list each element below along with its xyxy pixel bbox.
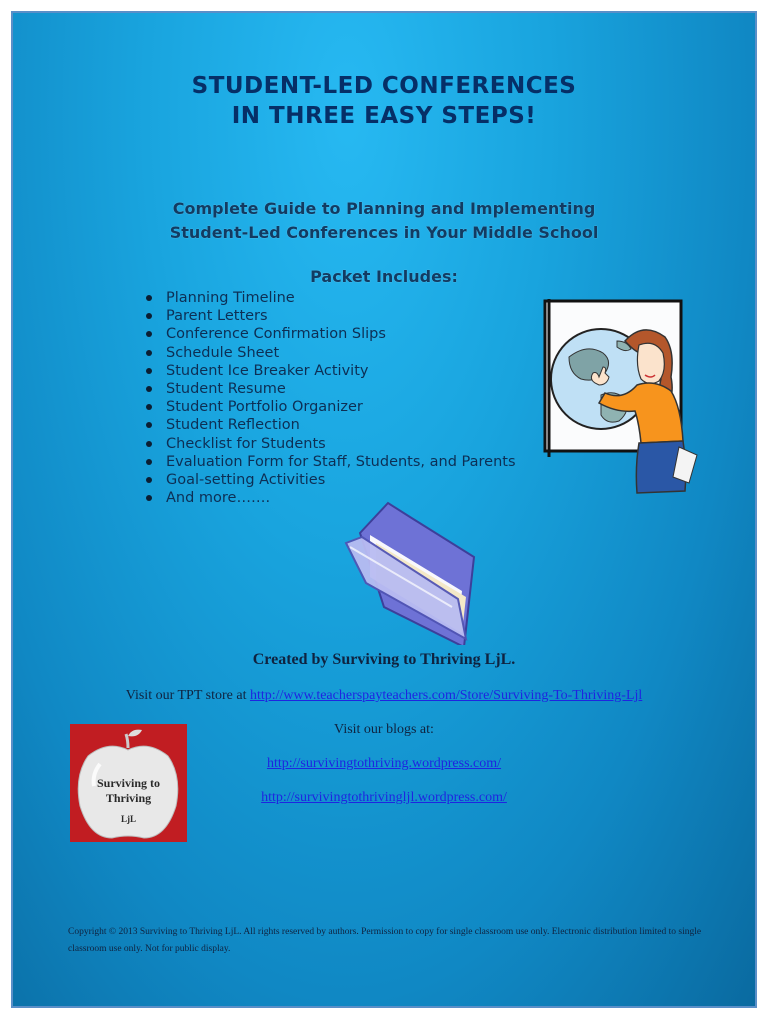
tpt-store-line <box>13 688 755 704</box>
blog-link-1[interactable]: http://survivingtothriving.wordpress.com/ <box>266 756 502 771</box>
logo-line-3: LjL <box>120 814 136 824</box>
packet-heading: Packet Includes: <box>310 267 458 286</box>
document-page <box>11 11 757 1008</box>
tpt-store-link[interactable]: http://www.teacherspayteachers.com/Store/Surviving-To-Thriving-Ljl <box>249 688 643 703</box>
list-item: Evaluation Form for Staff, Students, and Parents <box>143 453 516 471</box>
list-item: Student Resume <box>143 380 516 398</box>
list-item: Checklist for Students <box>143 435 516 453</box>
logo-line-1: Surviving to <box>96 776 160 790</box>
list-item: Goal-setting Activities <box>143 471 516 489</box>
subtitle <box>13 197 755 245</box>
created-by: Created by Surviving to Thriving LjL. <box>252 651 516 668</box>
title-line-2: IN THREE EASY STEPS! <box>231 103 537 129</box>
list-item: Student Ice Breaker Activity <box>143 362 516 380</box>
teacher-globe-icon <box>541 297 701 497</box>
list-item: And more……. <box>143 489 516 507</box>
copyright-notice: Copyright © 2013 Surviving to Thriving LjL. All rights reserved by authors. Permission to copy for single classroom use only. Electronic distribution limited to single classroom use only. Not for public display. <box>68 927 702 954</box>
title-line-1: STUDENT-LED CONFERENCES <box>191 73 577 99</box>
list-item: Parent Letters <box>143 307 516 325</box>
list-item: Planning Timeline <box>143 289 516 307</box>
subtitle-line-2: Student-Led Conferences in Your Middle School <box>169 223 599 242</box>
logo-line-2: Thriving <box>105 791 152 805</box>
page-title <box>13 71 755 131</box>
list-item: Schedule Sheet <box>143 344 516 362</box>
blogs-label: Visit our blogs at: <box>334 722 434 737</box>
tpt-prefix: Visit our TPT store at <box>125 688 250 703</box>
subtitle-line-1: Complete Guide to Planning and Implementing <box>172 199 596 218</box>
folder-icon <box>340 495 500 645</box>
packet-list <box>143 289 516 507</box>
blog-link-2[interactable]: http://survivingtothrivingljl.wordpress.com/ <box>261 790 507 805</box>
list-item: Student Portfolio Organizer <box>143 398 516 416</box>
list-item: Student Reflection <box>143 416 516 434</box>
list-item: Conference Confirmation Slips <box>143 325 516 343</box>
logo <box>70 724 187 842</box>
